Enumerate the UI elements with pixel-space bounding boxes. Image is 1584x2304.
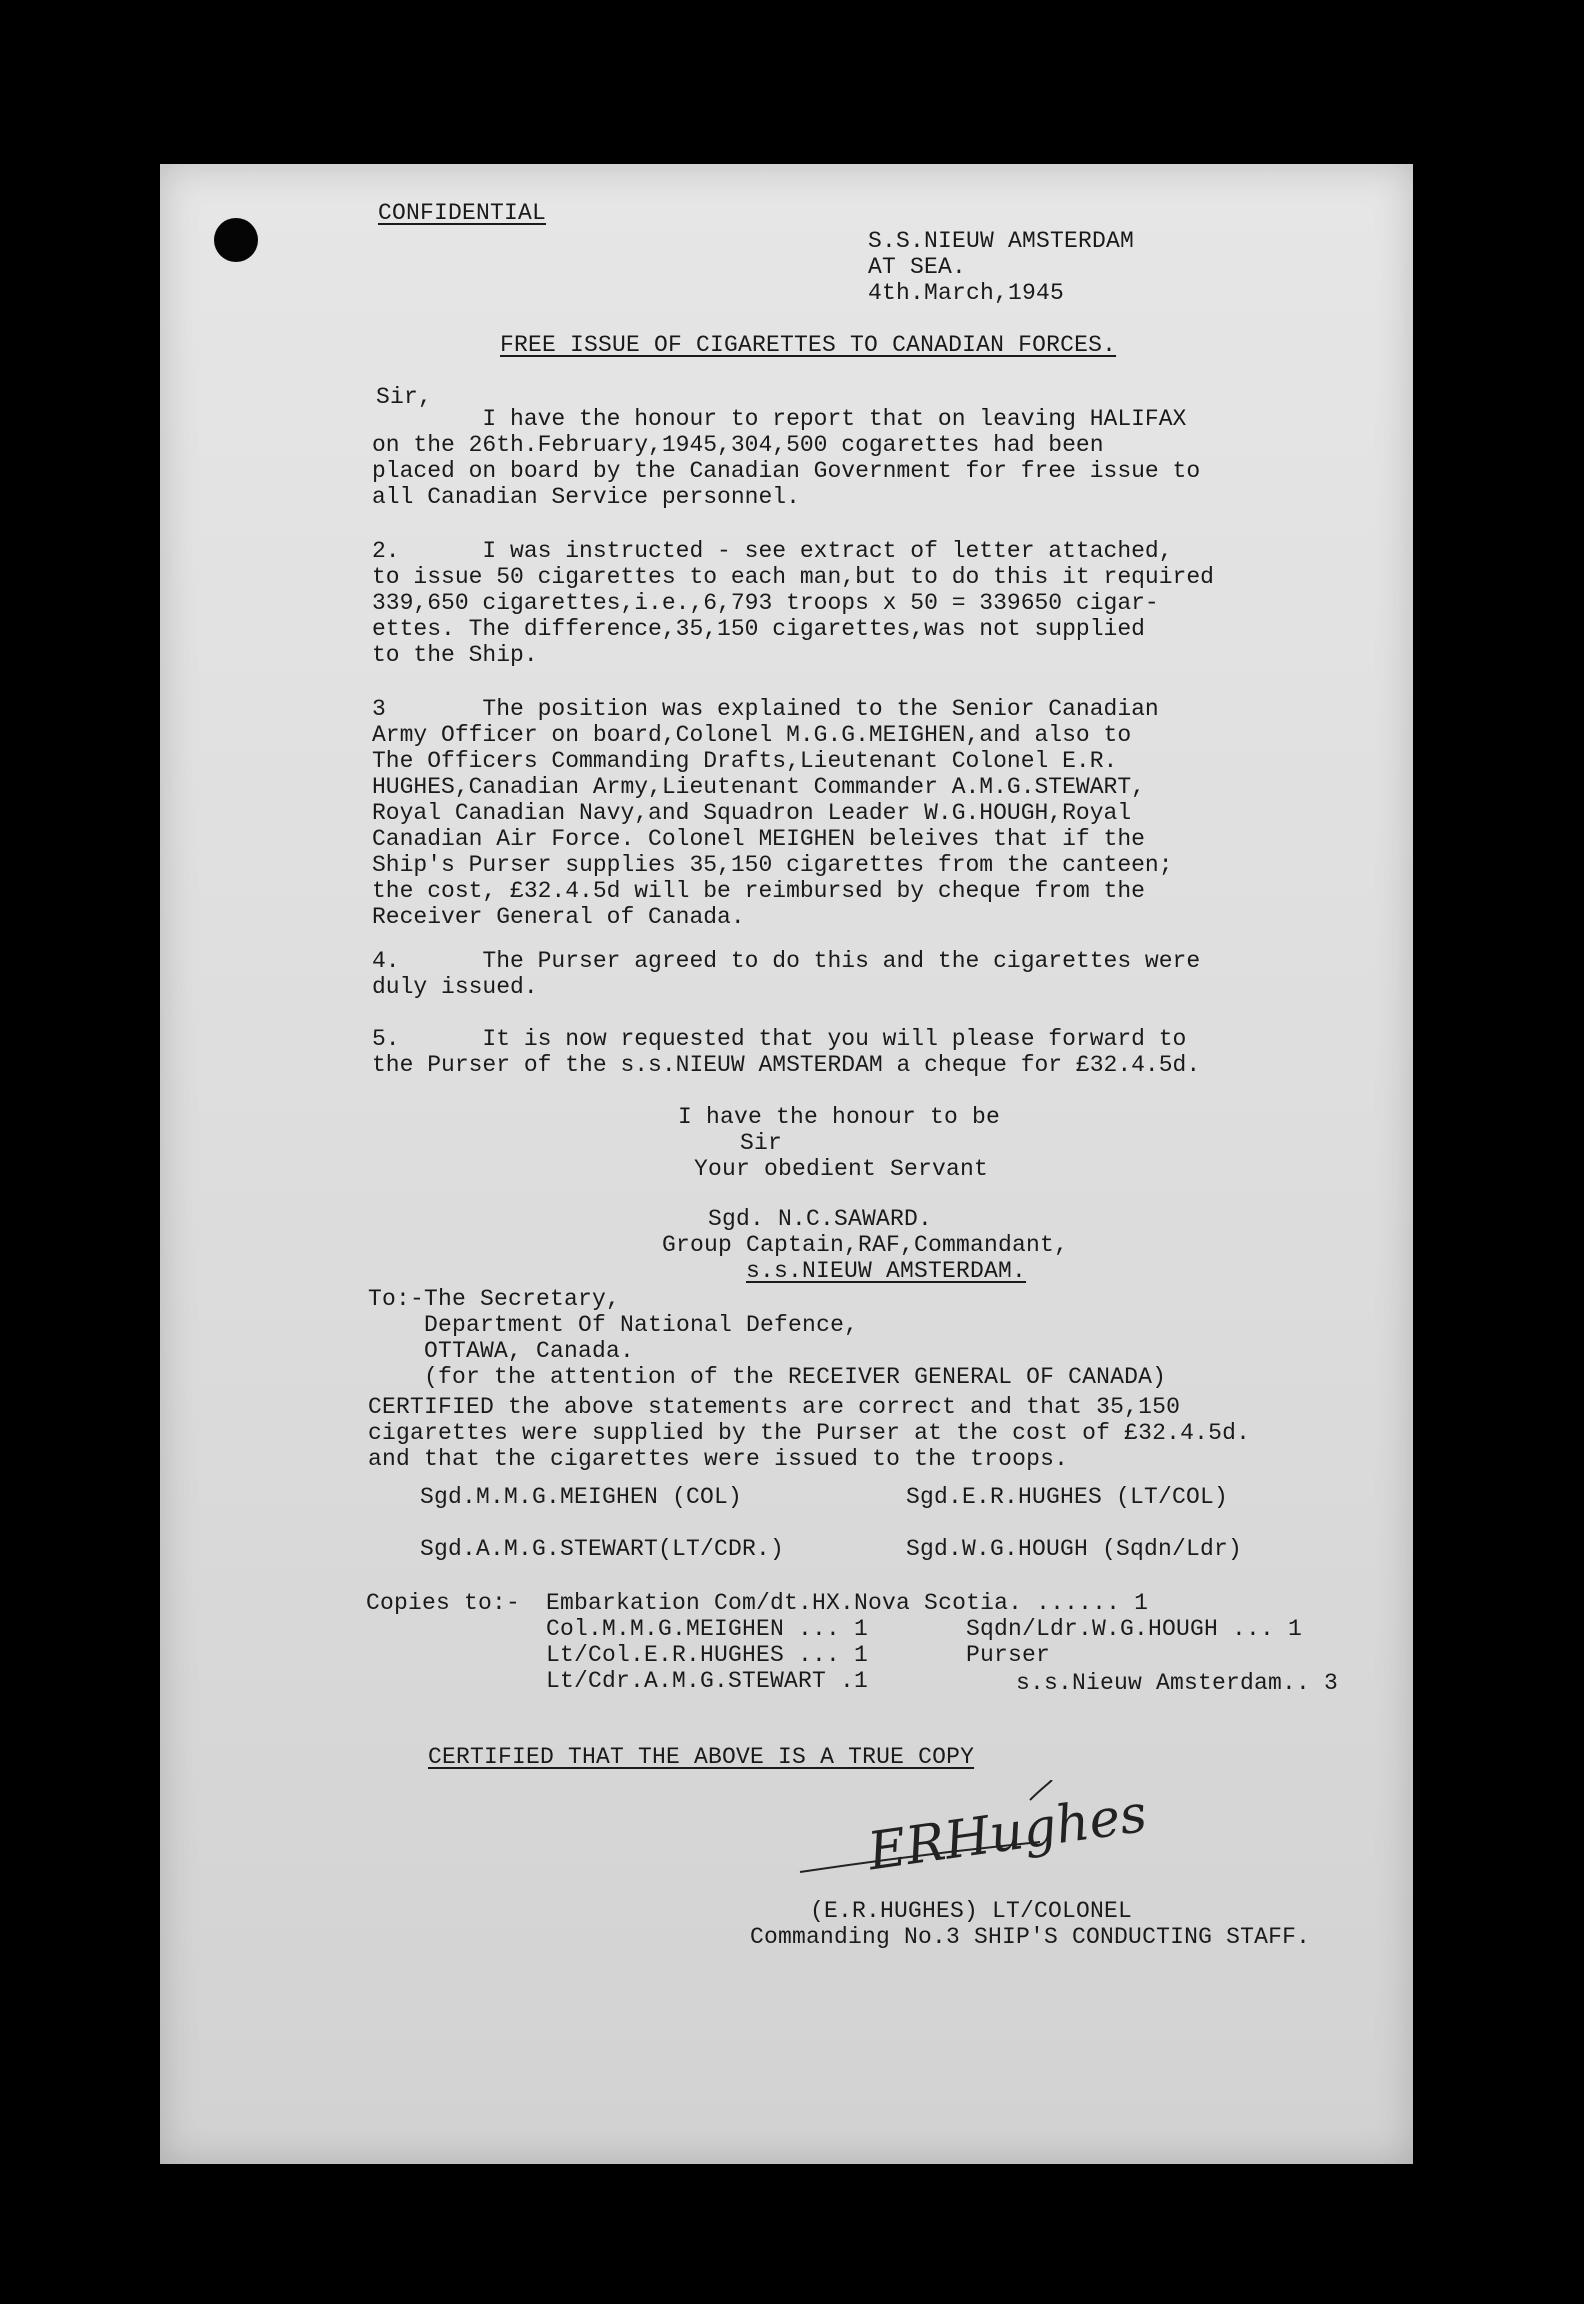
paragraph-1: I have the honour to report that on leaving HALIFAX on the 26th.February,1945,304,500 cogarettes had been placed on board by the Canadian Government for free issue to all Canadian Service personnel. [372,406,1201,510]
signatory-stewart: Sgd.A.M.G.STEWART(LT/CDR.) [420,1536,785,1562]
closing-rank: Group Captain,RAF,Commandant, [662,1232,1069,1258]
true-copy-statement: CERTIFIED THAT THE ABOVE IS A TRUE COPY [428,1744,975,1770]
salutation: Sir, [376,384,433,410]
signatory-meighen: Sgd.M.M.G.MEIGHEN (COL) [420,1484,743,1510]
handwritten-signature [790,1780,1190,1890]
copies-entry-4: Lt/Cdr.A.M.G.STEWART .1 [546,1668,869,1694]
copies-entry-3: Lt/Col.E.R.HUGHES ... 1 [546,1642,869,1668]
header-ship: S.S.NIEUW AMSTERDAM [868,228,1135,254]
closing-ship: s.s.NIEUW AMSTERDAM. [746,1258,1027,1284]
header-location: AT SEA. [868,254,967,280]
copies-entry-5: Sqdn/Ldr.W.G.HOUGH ... 1 [966,1616,1303,1642]
copies-label: Copies to:- [366,1590,521,1616]
copies-entry-2: Col.M.M.G.MEIGHEN ... 1 [546,1616,869,1642]
signature-title: Commanding No.3 SHIP'S CONDUCTING STAFF. [750,1924,1311,1950]
to-line-3: OTTAWA, Canada. [424,1338,635,1364]
subject-heading: FREE ISSUE OF CIGARETTES TO CANADIAN FORCES. [500,332,1117,358]
closing-sgd: Sgd. N.C.SAWARD. [708,1206,933,1232]
paragraph-4: 4. The Purser agreed to do this and the cigarettes were duly issued. [372,948,1201,1000]
closing-line-2: Sir [740,1130,783,1156]
closing-line-3: Your obedient Servant [694,1156,989,1182]
classification-label: CONFIDENTIAL [378,200,547,226]
copies-entry-1: Embarkation Com/dt.HX.Nova Scotia. ...... 1 [546,1590,1149,1616]
to-line-2: Department Of National Defence, [424,1312,859,1338]
header-date: 4th.March,1945 [868,280,1065,306]
handwritten-signature-text: ERHughes [864,1783,1151,1883]
paragraph-3: 3 The position was explained to the Senior Canadian Army Officer on board,Colonel M.G.G.MEIGHEN,and also to The Officers Commanding Drafts,Lieutenant Colonel E.R. HUGHES,Canadian Army,Lieutenant Commander A.M.G.STEWART, Royal Canadian Navy,and Squadron Leader W.G.HOUGH,Royal Canadian Air Force. Colonel MEIGHEN beleives that if the Ship's Purser supplies 35,150 cigarettes from the canteen; the cost, £32.4.5d will be reimbursed by cheque from the Receiver General of Canada. [372,696,1173,930]
punch-hole [214,218,258,262]
to-line-1: To:-The Secretary, [368,1286,621,1312]
copies-entry-6: Purser [966,1642,1051,1668]
signatory-hough: Sgd.W.G.HOUGH (Sqdn/Ldr) [906,1536,1243,1562]
paragraph-2: 2. I was instructed - see extract of letter attached, to issue 50 cigarettes to each man,but to do this it required 339,650 cigarettes,i.e.,6,793 troops x 50 = 339650 cigar- ettes. The difference,35,150 cigarettes,was not supplied to the Ship. [372,538,1214,668]
signatory-hughes: Sgd.E.R.HUGHES (LT/COL) [906,1484,1229,1510]
to-line-4: (for the attention of the RECEIVER GENERAL OF CANADA) [424,1364,1167,1390]
copies-entry-7: s.s.Nieuw Amsterdam.. 3 [1016,1670,1339,1696]
certified-statement: CERTIFIED the above statements are correct and that 35,150 cigarettes were supplied by the Purser at the cost of £32.4.5d. and that the cigarettes were issued to the troops. [368,1394,1251,1472]
paragraph-5: 5. It is now requested that you will please forward to the Purser of the s.s.NIEUW AMSTERDAM a cheque for £32.4.5d. [372,1026,1201,1078]
signature-name: (E.R.HUGHES) LT/COLONEL [810,1898,1133,1924]
closing-line-1: I have the honour to be [678,1104,1001,1130]
